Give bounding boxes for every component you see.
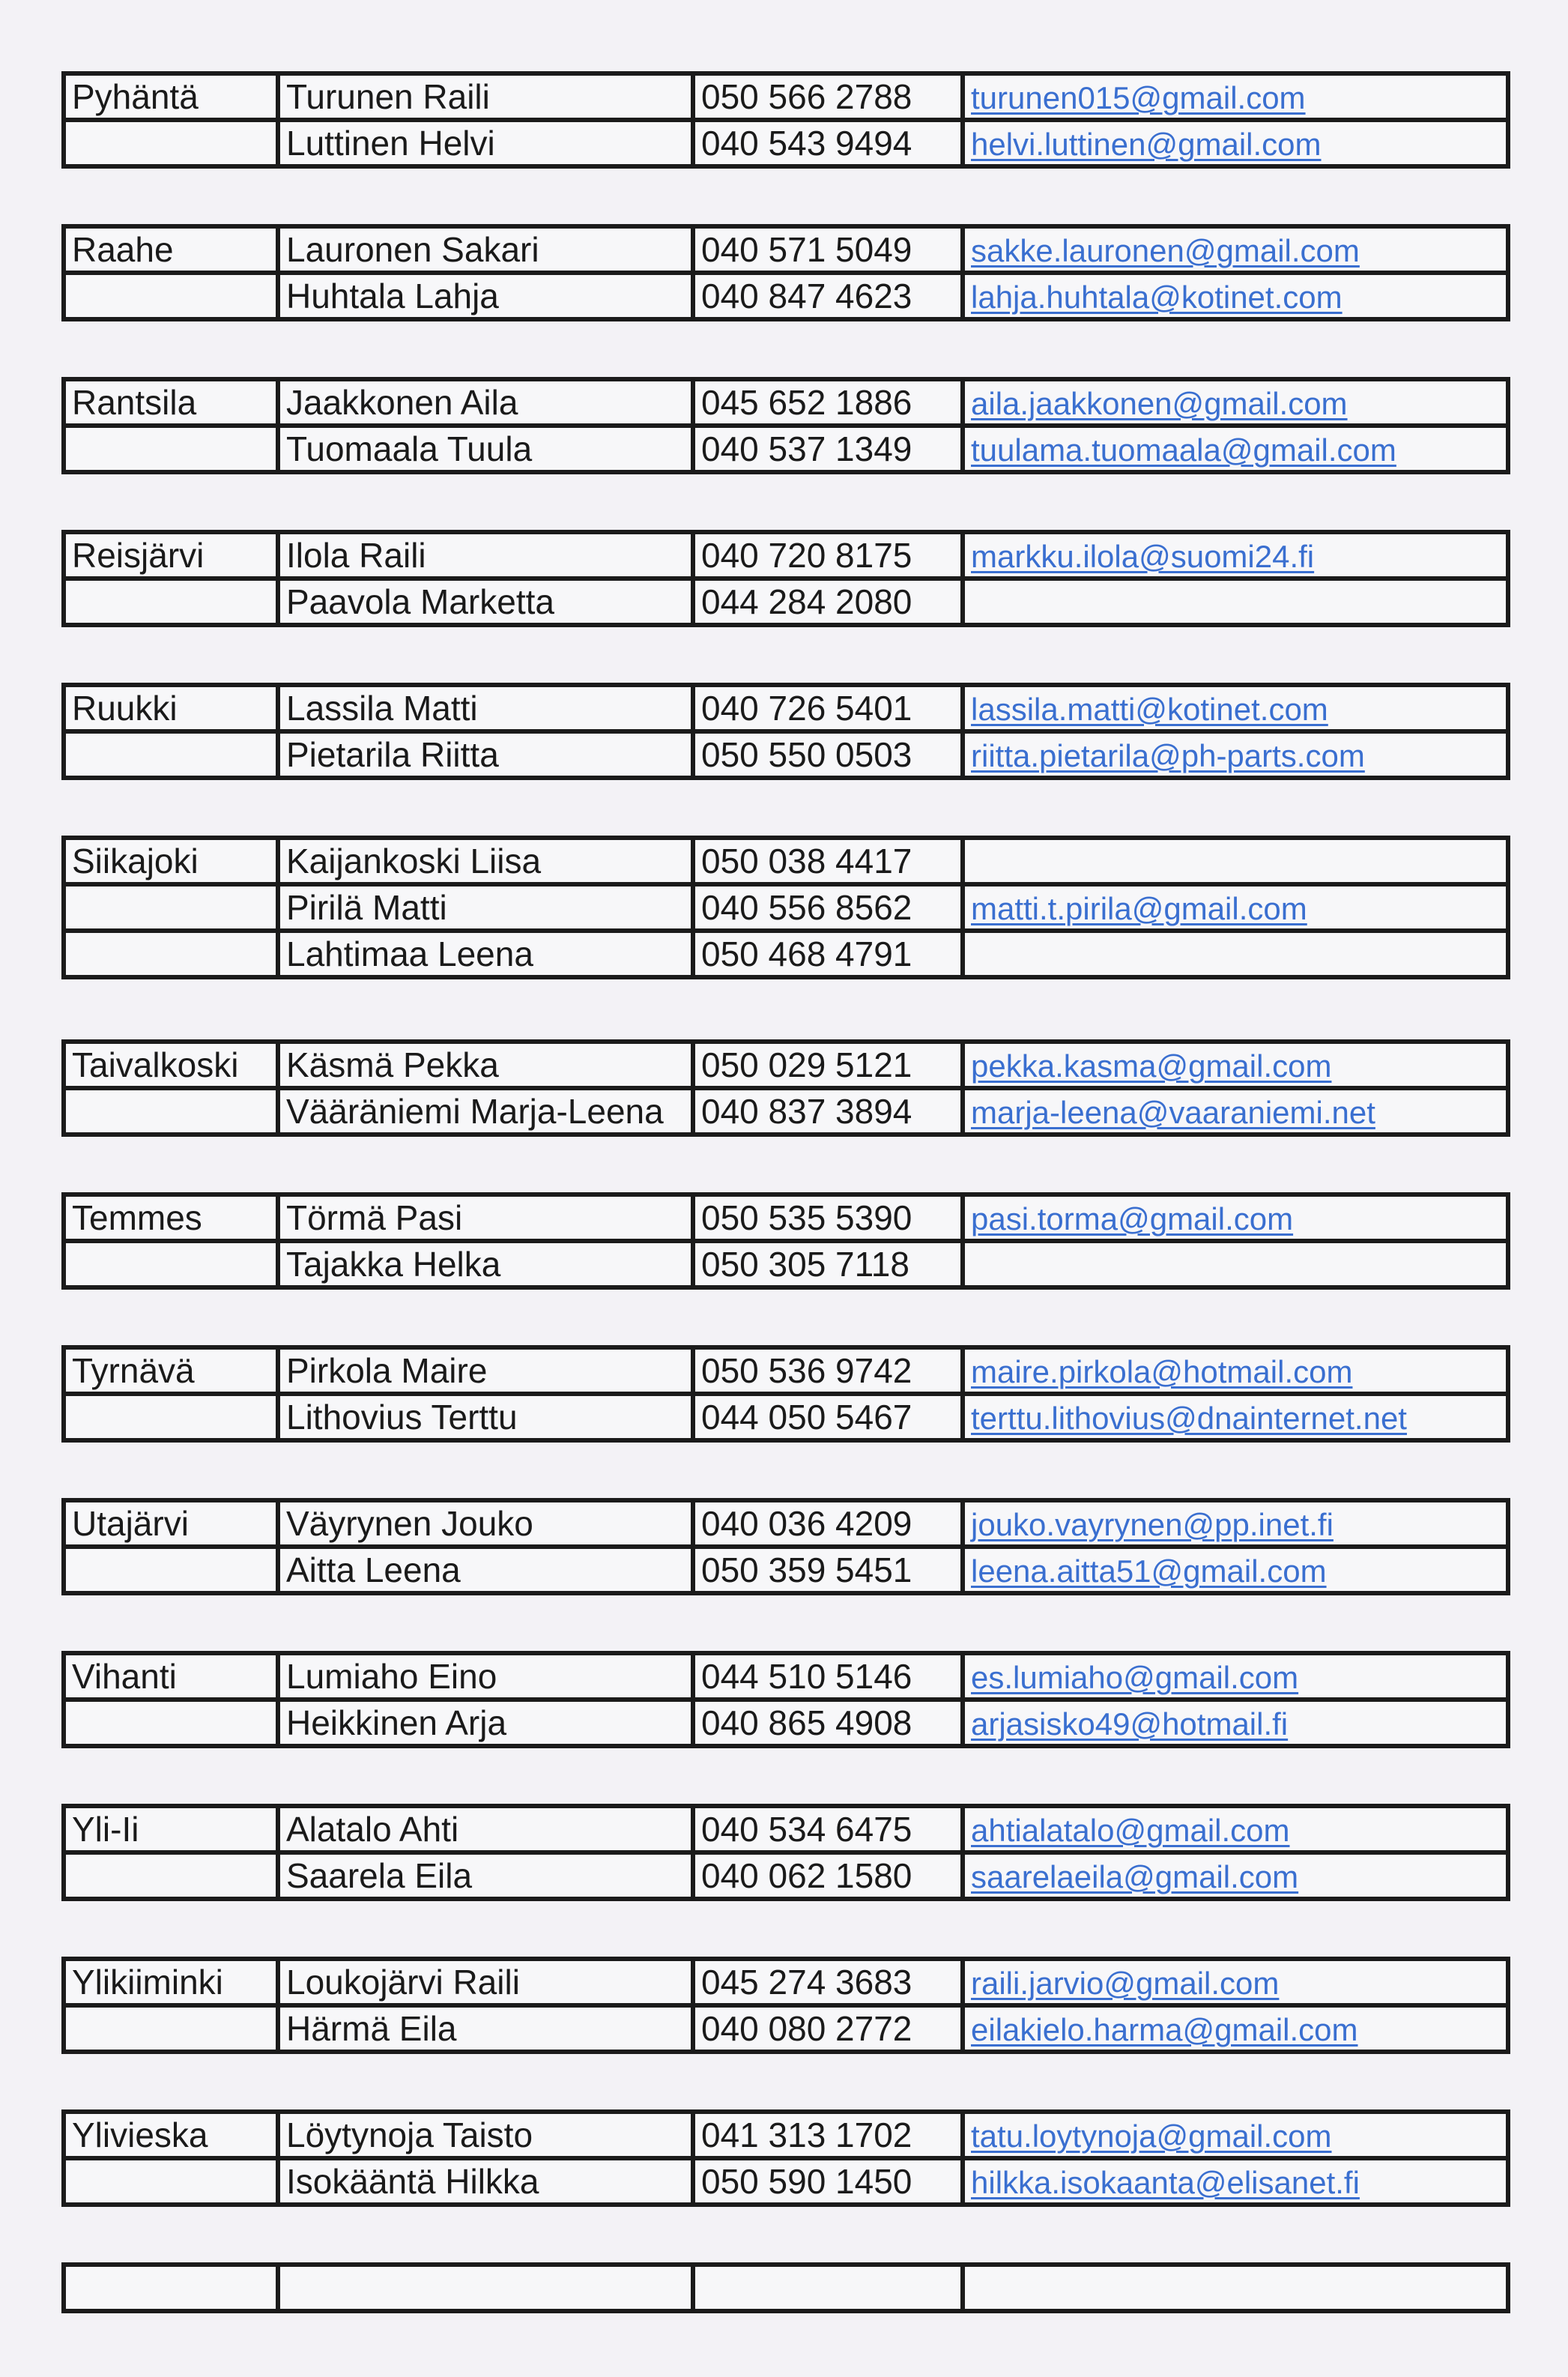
contact-group-table	[61, 1498, 1510, 1595]
table-row	[64, 1088, 1508, 1135]
phone-cell: 040 571 5049	[693, 226, 963, 273]
phone-cell: 050 535 5390	[693, 1194, 963, 1241]
name-cell: Ilola Raili	[278, 532, 693, 579]
town-cell: Ruukki	[64, 685, 278, 731]
email-link[interactable]: sakke.lauronen@gmail.com	[971, 233, 1360, 268]
email-cell	[963, 1194, 1508, 1241]
email-link[interactable]: aila.jaakkonen@gmail.com	[971, 386, 1348, 421]
town-cell: Taivalkoski	[64, 1042, 278, 1088]
phone-cell: 041 313 1702	[693, 2112, 963, 2158]
town-cell	[64, 120, 278, 166]
email-link[interactable]: ahtialatalo@gmail.com	[971, 1813, 1290, 1848]
email-link[interactable]: saarelaeila@gmail.com	[971, 1859, 1299, 1894]
table-row	[64, 1547, 1508, 1593]
name-cell: Huhtala Lahja	[278, 273, 693, 319]
table-row	[64, 1500, 1508, 1547]
phone-cell: 040 720 8175	[693, 532, 963, 579]
town-cell	[64, 2005, 278, 2052]
table-row	[64, 226, 1508, 273]
table-row	[64, 273, 1508, 319]
table-row	[64, 884, 1508, 931]
table-row	[64, 731, 1508, 778]
email-cell	[963, 273, 1508, 319]
table-row	[64, 532, 1508, 579]
town-cell	[64, 2265, 278, 2311]
phone-cell: 045 274 3683	[693, 1959, 963, 2005]
name-cell: Härmä Eila	[278, 2005, 693, 2052]
town-cell: Yli-Ii	[64, 1806, 278, 1852]
email-link[interactable]: matti.t.pirila@gmail.com	[971, 891, 1307, 926]
email-link[interactable]: jouko.vayrynen@pp.inet.fi	[971, 1507, 1334, 1542]
town-cell	[64, 884, 278, 931]
table-row	[64, 1194, 1508, 1241]
phone-cell: 050 359 5451	[693, 1547, 963, 1593]
name-cell: Lumiaho Eino	[278, 1653, 693, 1700]
contact-group-table	[61, 1957, 1510, 2054]
email-link[interactable]: hilkka.isokaanta@elisanet.fi	[971, 2165, 1360, 2200]
town-cell: Ylikiiminki	[64, 1959, 278, 2005]
town-cell: Pyhäntä	[64, 73, 278, 120]
name-cell	[278, 2265, 693, 2311]
name-cell: Tuomaala Tuula	[278, 426, 693, 472]
town-cell	[64, 1700, 278, 1746]
email-link[interactable]: turunen015@gmail.com	[971, 80, 1306, 115]
email-cell	[963, 1653, 1508, 1700]
table-row	[64, 426, 1508, 472]
email-link[interactable]: maire.pirkola@hotmail.com	[971, 1354, 1353, 1389]
email-link[interactable]: marja-leena@vaaraniemi.net	[971, 1095, 1375, 1130]
email-cell	[963, 1806, 1508, 1852]
table-row	[64, 1241, 1508, 1287]
email-cell	[963, 1852, 1508, 1899]
name-cell: Löytynoja Taisto	[278, 2112, 693, 2158]
phone-cell: 040 726 5401	[693, 685, 963, 731]
phone-cell: 040 543 9494	[693, 120, 963, 166]
table-row	[64, 379, 1508, 426]
name-cell: Saarela Eila	[278, 1852, 693, 1899]
table-row	[64, 1653, 1508, 1700]
town-cell	[64, 1394, 278, 1440]
town-cell	[64, 931, 278, 977]
town-cell: Vihanti	[64, 1653, 278, 1700]
email-link[interactable]: leena.aitta51@gmail.com	[971, 1553, 1327, 1589]
phone-cell: 040 556 8562	[693, 884, 963, 931]
phone-cell: 050 536 9742	[693, 1347, 963, 1394]
email-cell	[963, 73, 1508, 120]
email-cell	[963, 1042, 1508, 1088]
town-cell	[64, 1852, 278, 1899]
name-cell: Väyrynen Jouko	[278, 1500, 693, 1547]
contact-group-table	[61, 836, 1510, 979]
phone-cell: 040 837 3894	[693, 1088, 963, 1135]
email-cell	[963, 685, 1508, 731]
name-cell: Isokääntä Hilkka	[278, 2158, 693, 2205]
contact-group-table	[61, 1345, 1510, 1443]
email-cell	[963, 731, 1508, 778]
table-row	[64, 120, 1508, 166]
contact-group-table	[61, 71, 1510, 169]
table-row	[64, 1394, 1508, 1440]
phone-cell	[693, 2265, 963, 2311]
name-cell: Loukojärvi Raili	[278, 1959, 693, 2005]
town-cell	[64, 1241, 278, 1287]
email-link[interactable]: terttu.lithovius@dnainternet.net	[971, 1401, 1407, 1436]
town-cell: Siikajoki	[64, 838, 278, 884]
email-cell	[963, 1959, 1508, 2005]
name-cell: Heikkinen Arja	[278, 1700, 693, 1746]
table-row	[64, 1959, 1508, 2005]
name-cell: Pietarila Riitta	[278, 731, 693, 778]
phone-cell: 050 038 4417	[693, 838, 963, 884]
email-cell	[963, 2112, 1508, 2158]
email-cell	[963, 226, 1508, 273]
town-cell: Rantsila	[64, 379, 278, 426]
name-cell: Paavola Marketta	[278, 579, 693, 625]
name-cell: Jaakkonen Aila	[278, 379, 693, 426]
name-cell: Törmä Pasi	[278, 1194, 693, 1241]
phone-cell: 044 284 2080	[693, 579, 963, 625]
email-cell	[963, 1394, 1508, 1440]
table-row	[64, 1700, 1508, 1746]
email-link[interactable]: eilakielo.harma@gmail.com	[971, 2012, 1358, 2047]
table-row	[64, 1806, 1508, 1852]
contact-group-table	[61, 2109, 1510, 2207]
contact-group-table	[61, 1039, 1510, 1137]
email-link[interactable]: lassila.matti@kotinet.com	[971, 692, 1328, 727]
name-cell: Lahtimaa Leena	[278, 931, 693, 977]
town-cell	[64, 273, 278, 319]
table-row	[64, 1042, 1508, 1088]
phone-cell: 040 534 6475	[693, 1806, 963, 1852]
table-row	[64, 2265, 1508, 2311]
phone-cell: 050 566 2788	[693, 73, 963, 120]
email-cell	[963, 1700, 1508, 1746]
phone-cell: 050 029 5121	[693, 1042, 963, 1088]
email-cell	[963, 931, 1508, 977]
phone-cell: 040 847 4623	[693, 273, 963, 319]
phone-cell: 040 537 1349	[693, 426, 963, 472]
name-cell: Lassila Matti	[278, 685, 693, 731]
name-cell: Pirilä Matti	[278, 884, 693, 931]
name-cell: Vääräniemi Marja-Leena	[278, 1088, 693, 1135]
contact-group-table	[61, 1192, 1510, 1290]
table-row	[64, 2158, 1508, 2205]
name-cell: Turunen Raili	[278, 73, 693, 120]
name-cell: Alatalo Ahti	[278, 1806, 693, 1852]
town-cell: Utajärvi	[64, 1500, 278, 1547]
town-cell	[64, 1088, 278, 1135]
email-cell	[963, 579, 1508, 625]
town-cell	[64, 731, 278, 778]
table-row	[64, 1852, 1508, 1899]
email-cell	[963, 1500, 1508, 1547]
email-cell	[963, 1347, 1508, 1394]
name-cell: Aitta Leena	[278, 1547, 693, 1593]
email-link[interactable]: markku.ilola@suomi24.fi	[971, 539, 1315, 574]
name-cell: Lithovius Terttu	[278, 1394, 693, 1440]
table-row	[64, 685, 1508, 731]
email-cell	[963, 2158, 1508, 2205]
email-link[interactable]: riitta.pietarila@ph-parts.com	[971, 738, 1365, 773]
email-cell	[963, 1547, 1508, 1593]
contact-group-table	[61, 2262, 1510, 2313]
town-cell	[64, 1547, 278, 1593]
phone-cell: 040 062 1580	[693, 1852, 963, 1899]
email-link[interactable]: es.lumiaho@gmail.com	[971, 1660, 1299, 1695]
email-cell	[963, 1088, 1508, 1135]
table-row	[64, 931, 1508, 977]
town-cell: Ylivieska	[64, 2112, 278, 2158]
phone-cell: 044 050 5467	[693, 1394, 963, 1440]
email-cell	[963, 884, 1508, 931]
phone-cell: 040 080 2772	[693, 2005, 963, 2052]
table-row	[64, 73, 1508, 120]
contact-group-table	[61, 1651, 1510, 1748]
town-cell: Temmes	[64, 1194, 278, 1241]
name-cell: Lauronen Sakari	[278, 226, 693, 273]
contact-group-table	[61, 224, 1510, 321]
email-cell	[963, 1241, 1508, 1287]
email-link[interactable]: lahja.huhtala@kotinet.com	[971, 280, 1343, 315]
contact-group-table	[61, 530, 1510, 627]
contact-group-table	[61, 377, 1510, 474]
email-link[interactable]: pekka.kasma@gmail.com	[971, 1048, 1332, 1084]
email-cell	[963, 2265, 1508, 2311]
town-cell	[64, 2158, 278, 2205]
email-link[interactable]: raili.jarvio@gmail.com	[971, 1966, 1280, 2001]
phone-cell: 045 652 1886	[693, 379, 963, 426]
town-cell	[64, 579, 278, 625]
email-link[interactable]: tatu.loytynoja@gmail.com	[971, 2118, 1332, 2154]
email-link[interactable]: arjasisko49@hotmail.fi	[971, 1706, 1289, 1742]
phone-cell: 050 590 1450	[693, 2158, 963, 2205]
table-row	[64, 579, 1508, 625]
phone-cell: 040 036 4209	[693, 1500, 963, 1547]
table-row	[64, 2005, 1508, 2052]
table-row	[64, 2112, 1508, 2158]
town-cell: Reisjärvi	[64, 532, 278, 579]
email-link[interactable]: tuulama.tuomaala@gmail.com	[971, 432, 1396, 468]
name-cell: Luttinen Helvi	[278, 120, 693, 166]
email-link[interactable]: pasi.torma@gmail.com	[971, 1201, 1294, 1236]
name-cell: Pirkola Maire	[278, 1347, 693, 1394]
email-cell	[963, 532, 1508, 579]
phone-cell: 050 550 0503	[693, 731, 963, 778]
town-cell: Raahe	[64, 226, 278, 273]
phone-cell: 044 510 5146	[693, 1653, 963, 1700]
table-row	[64, 1347, 1508, 1394]
table-row	[64, 838, 1508, 884]
email-cell	[963, 120, 1508, 166]
town-cell: Tyrnävä	[64, 1347, 278, 1394]
contact-group-table	[61, 683, 1510, 780]
email-cell	[963, 2005, 1508, 2052]
phone-cell: 050 468 4791	[693, 931, 963, 977]
email-cell	[963, 838, 1508, 884]
email-link[interactable]: helvi.luttinen@gmail.com	[971, 127, 1322, 162]
name-cell: Kaijankoski Liisa	[278, 838, 693, 884]
phone-cell: 040 865 4908	[693, 1700, 963, 1746]
contact-group-table	[61, 1804, 1510, 1901]
name-cell: Tajakka Helka	[278, 1241, 693, 1287]
name-cell: Käsmä Pekka	[278, 1042, 693, 1088]
phone-cell: 050 305 7118	[693, 1241, 963, 1287]
town-cell	[64, 426, 278, 472]
email-cell	[963, 379, 1508, 426]
email-cell	[963, 426, 1508, 472]
